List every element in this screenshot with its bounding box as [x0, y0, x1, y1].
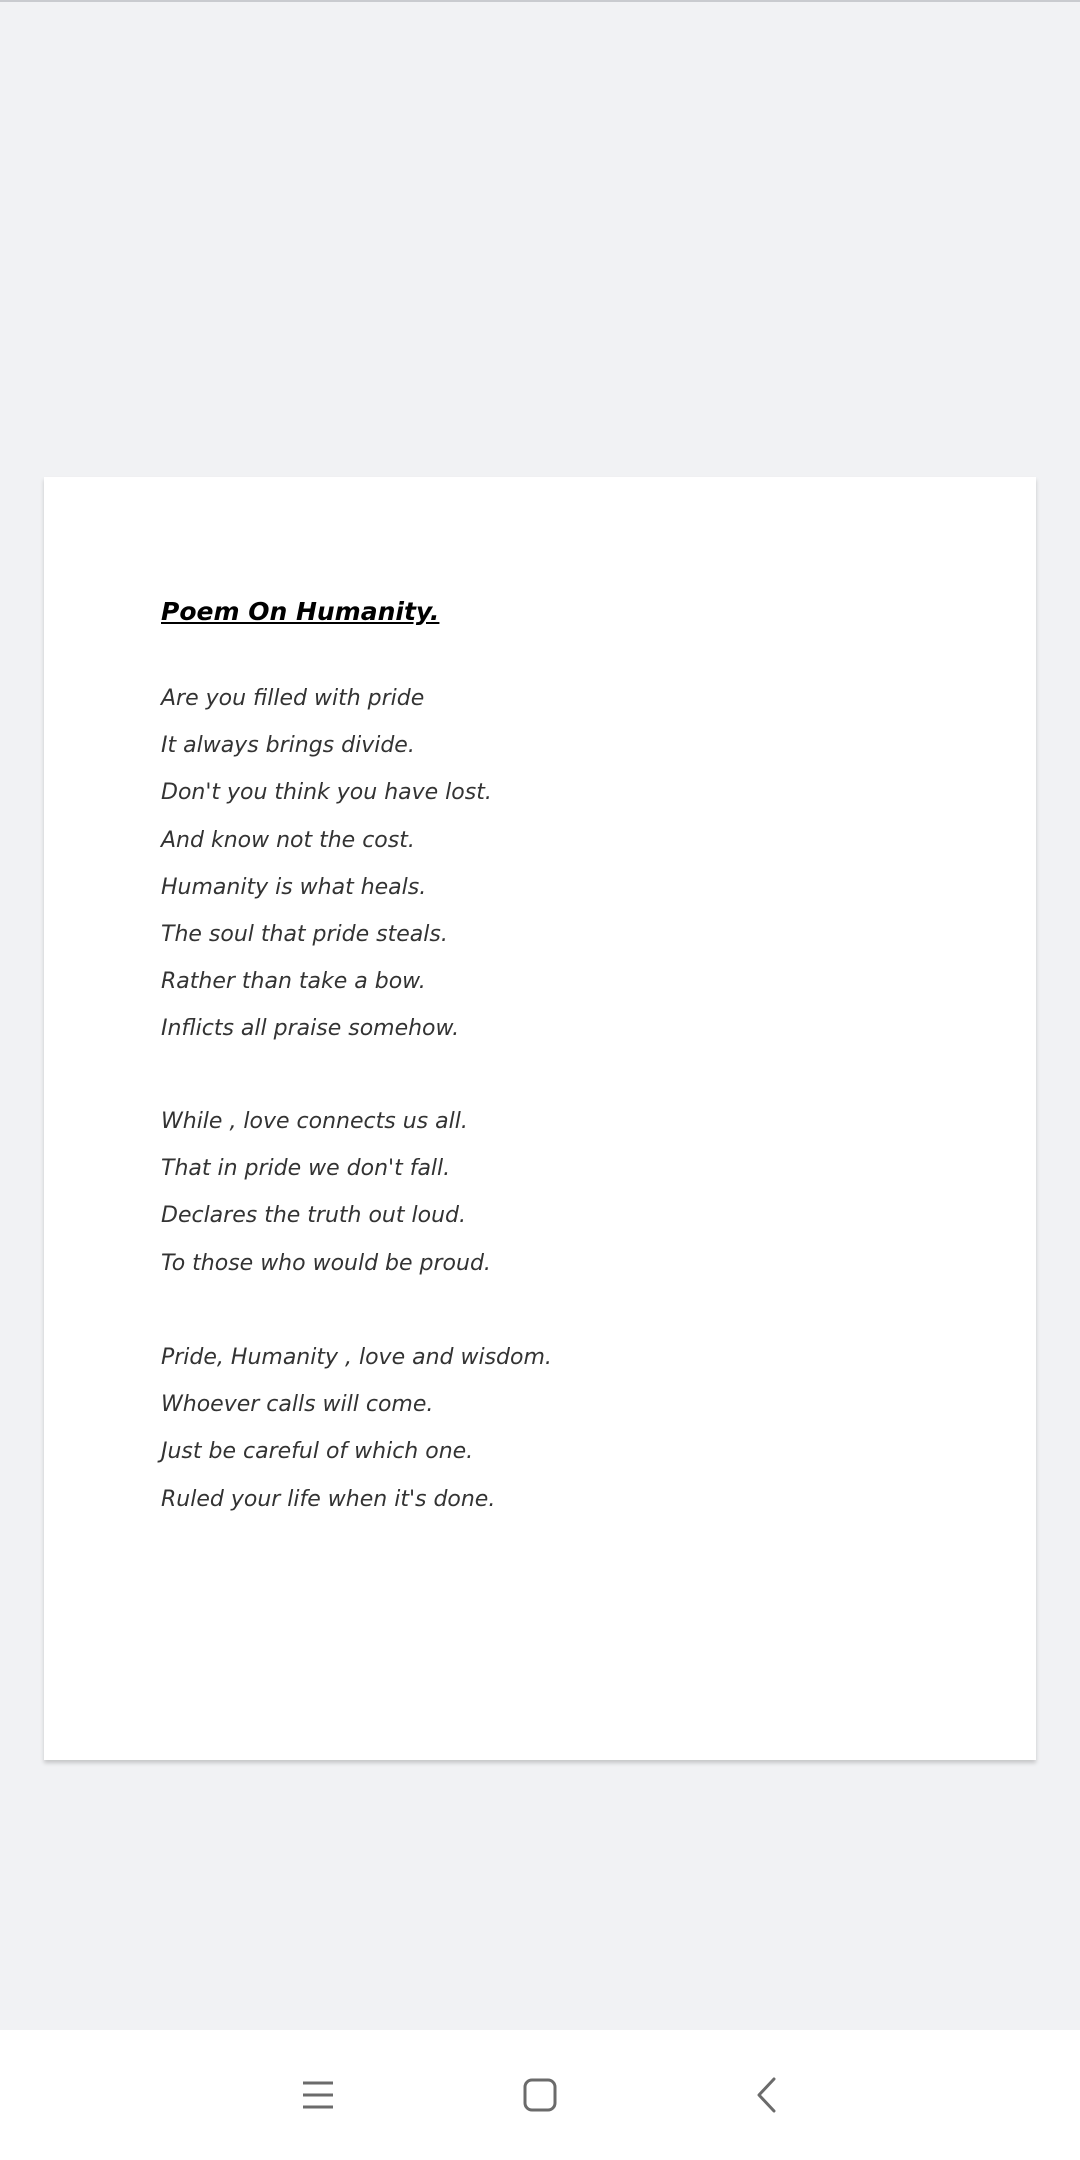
poem-line: And know not the cost. — [161, 827, 415, 853]
poem-line: Are you filled with pride — [161, 686, 425, 711]
home-button[interactable] — [505, 2060, 575, 2130]
stanza-1 — [161, 682, 492, 1060]
stanza-3 — [161, 1341, 552, 1530]
poem-line: It always brings divide. — [161, 733, 415, 759]
poem-line: Ruled your life when it's done. — [161, 1486, 496, 1512]
poem-line: Declares the truth out loud. — [161, 1203, 466, 1229]
document-page — [44, 477, 1036, 1760]
poem-line: Inflicts all praise somehow. — [161, 1016, 460, 1042]
poem-line: Humanity is what heals. — [161, 874, 427, 900]
poem-line: Don't you think you have lost. — [161, 780, 492, 806]
poem-line: While , love connects us all. — [161, 1109, 468, 1134]
back-chevron-icon — [756, 2077, 778, 2113]
poem-line: Whoever calls will come. — [161, 1392, 434, 1418]
poem-line: To those who would be proud. — [161, 1250, 491, 1276]
poem-line: Just be careful of which one. — [161, 1439, 474, 1465]
home-square-icon — [523, 2078, 557, 2112]
poem-line: Rather than take a bow. — [161, 969, 426, 995]
poem-line: That in pride we don't fall. — [161, 1156, 451, 1182]
stanza-2 — [161, 1105, 491, 1294]
poem-line: The soul that pride steals. — [161, 921, 448, 947]
poem-line: Pride, Humanity , love and wisdom. — [161, 1345, 552, 1370]
menu-button[interactable] — [283, 2060, 353, 2130]
menu-icon — [301, 2080, 335, 2110]
back-button[interactable] — [732, 2060, 802, 2130]
document-title: Poem On Humanity. — [161, 597, 440, 626]
system-navigation-bar — [0, 2030, 1080, 2160]
